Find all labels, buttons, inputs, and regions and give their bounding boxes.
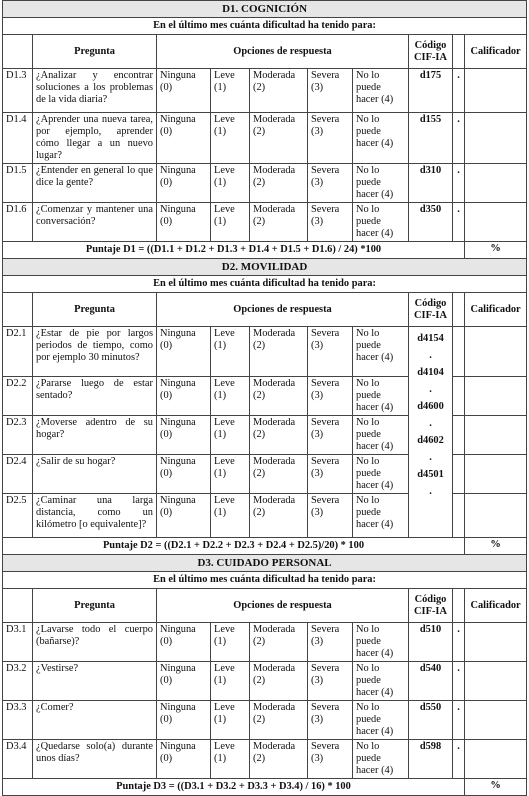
header-blank [453, 293, 465, 327]
qualifier-cell[interactable] [465, 455, 527, 494]
answer-option[interactable]: Severa (3) [308, 377, 353, 416]
header-opciones: Opciones de respuesta [157, 589, 409, 623]
question-text: ¿Comer? [33, 701, 157, 740]
answer-option[interactable]: Leve (1) [211, 494, 250, 538]
cif-code: . [429, 452, 432, 463]
qualifier-cell[interactable] [465, 662, 527, 701]
answer-option[interactable]: Moderada (2) [250, 455, 308, 494]
section-title-row [3, 555, 527, 572]
question-text: ¿Aprender una nueva tarea, por ejemplo, aprender cómo llegar a un nuevo lugar? [33, 113, 157, 164]
question-text: ¿Quedarse solo(a) durante unos días? [33, 740, 157, 779]
answer-option[interactable]: Ninguna (0) [157, 662, 211, 701]
qualifier-cell[interactable] [465, 164, 527, 203]
answer-option[interactable]: Ninguna (0) [157, 494, 211, 538]
question-row [3, 69, 527, 113]
answer-option[interactable]: Moderada (2) [250, 494, 308, 538]
answer-option[interactable]: Ninguna (0) [157, 455, 211, 494]
mark-cell: . [453, 701, 465, 740]
answer-option[interactable]: Ninguna (0) [157, 623, 211, 662]
section-subtitle: En el último mes cuánta dificultad ha tenido para: [3, 276, 527, 293]
question-row [3, 203, 527, 242]
section-subtitle-row [3, 276, 527, 293]
question-row [3, 164, 527, 203]
header-pregunta: Pregunta [33, 589, 157, 623]
question-id: D3.4 [3, 740, 33, 779]
cif-code: d598 [409, 740, 453, 779]
answer-option[interactable]: Leve (1) [211, 69, 250, 113]
header-id-blank [3, 293, 33, 327]
answer-option[interactable]: Leve (1) [211, 327, 250, 377]
answer-option[interactable]: Leve (1) [211, 377, 250, 416]
score-formula: Puntaje D2 = ((D2.1 + D2.2 + D2.3 + D2.4 + D2.5)/20) * 100 [3, 538, 465, 555]
cif-code: . [429, 486, 432, 497]
answer-option[interactable]: Moderada (2) [250, 164, 308, 203]
answer-option[interactable]: Leve (1) [211, 623, 250, 662]
question-row [3, 623, 527, 662]
question-id: D3.1 [3, 623, 33, 662]
column-header-row [3, 293, 527, 327]
cif-code: d4154 [417, 333, 444, 344]
qualifier-cell[interactable] [465, 623, 527, 662]
header-codigo: Código CIF-IA [409, 35, 453, 69]
cif-code: d4501 [417, 469, 444, 480]
header-calificador: Calificador [465, 589, 527, 623]
cif-code: d540 [409, 662, 453, 701]
qualifier-cell[interactable] [465, 701, 527, 740]
header-id-blank [3, 589, 33, 623]
cif-code: d310 [409, 164, 453, 203]
answer-option[interactable]: Severa (3) [308, 203, 353, 242]
answer-option[interactable]: Severa (3) [308, 662, 353, 701]
question-row [3, 113, 527, 164]
qualifier-cell[interactable] [465, 416, 527, 455]
qualifier-cell[interactable] [465, 740, 527, 779]
header-opciones: Opciones de respuesta [157, 35, 409, 69]
question-text: ¿Entender en general lo que dice la gente? [33, 164, 157, 203]
score-row [3, 538, 527, 555]
section-title-row [3, 1, 527, 18]
answer-option[interactable]: No lo puede hacer (4) [353, 455, 409, 494]
answer-option[interactable]: No lo puede hacer (4) [353, 623, 409, 662]
section-title: D1. COGNICIÓN [3, 1, 527, 18]
answer-option[interactable]: Moderada (2) [250, 203, 308, 242]
answer-option[interactable]: Leve (1) [211, 203, 250, 242]
answer-option[interactable]: Severa (3) [308, 69, 353, 113]
answer-option[interactable]: No lo puede hacer (4) [353, 416, 409, 455]
mark-cell [453, 327, 465, 377]
question-text: ¿Pararse luego de estar sentado? [33, 377, 157, 416]
mark-cell: . [453, 164, 465, 203]
cif-code: d350 [409, 203, 453, 242]
answer-option[interactable]: No lo puede hacer (4) [353, 701, 409, 740]
mark-cell [453, 416, 465, 455]
section-title: D3. CUIDADO PERSONAL [3, 555, 527, 572]
question-row [3, 662, 527, 701]
answer-option[interactable]: Leve (1) [211, 701, 250, 740]
header-pregunta: Pregunta [33, 293, 157, 327]
header-opciones: Opciones de respuesta [157, 293, 409, 327]
section-subtitle-row [3, 572, 527, 589]
question-id: D1.6 [3, 203, 33, 242]
answer-option[interactable]: Leve (1) [211, 113, 250, 164]
header-id-blank [3, 35, 33, 69]
answer-option[interactable]: No lo puede hacer (4) [353, 740, 409, 779]
section-title-row [3, 259, 527, 276]
answer-option[interactable]: Ninguna (0) [157, 164, 211, 203]
answer-option[interactable]: No lo puede hacer (4) [353, 494, 409, 538]
mark-cell: . [453, 69, 465, 113]
mark-cell [453, 377, 465, 416]
answer-option[interactable]: No lo puede hacer (4) [353, 69, 409, 113]
question-id: D3.2 [3, 662, 33, 701]
qualifier-cell[interactable] [465, 203, 527, 242]
answer-option[interactable]: Moderada (2) [250, 416, 308, 455]
answer-option[interactable]: No lo puede hacer (4) [353, 327, 409, 377]
score-row [3, 242, 527, 259]
answer-option[interactable]: No lo puede hacer (4) [353, 377, 409, 416]
qualifier-cell[interactable] [465, 494, 527, 538]
header-blank [453, 589, 465, 623]
answer-option[interactable]: Severa (3) [308, 701, 353, 740]
answer-option[interactable]: Ninguna (0) [157, 327, 211, 377]
question-text: ¿Salir de su hogar? [33, 455, 157, 494]
answer-option[interactable]: Moderada (2) [250, 377, 308, 416]
mark-cell: . [453, 662, 465, 701]
cif-code: d510 [409, 623, 453, 662]
qualifier-cell[interactable] [465, 69, 527, 113]
section-title: D2. MOVILIDAD [3, 259, 527, 276]
answer-option[interactable]: Moderada (2) [250, 327, 308, 377]
question-id: D2.2 [3, 377, 33, 416]
question-row [3, 740, 527, 779]
question-id: D1.5 [3, 164, 33, 203]
header-codigo: Código CIF-IA [409, 293, 453, 327]
question-text: ¿Vestirse? [33, 662, 157, 701]
qualifier-cell[interactable] [465, 113, 527, 164]
question-text: ¿Comenzar y mantener una conversación? [33, 203, 157, 242]
cif-code: d175 [409, 69, 453, 113]
mark-cell: . [453, 203, 465, 242]
section-subtitle-row [3, 18, 527, 35]
answer-option[interactable]: Ninguna (0) [157, 203, 211, 242]
answer-option[interactable]: Moderada (2) [250, 69, 308, 113]
cif-code: . [429, 350, 432, 361]
answer-option[interactable]: Severa (3) [308, 623, 353, 662]
section-subtitle: En el último mes cuánta dificultad ha tenido para: [3, 18, 527, 35]
qualifier-cell[interactable] [465, 327, 527, 377]
answer-option[interactable]: Leve (1) [211, 164, 250, 203]
answer-option[interactable]: Severa (3) [308, 416, 353, 455]
question-row [3, 701, 527, 740]
column-header-row [3, 589, 527, 623]
cif-code: d4602 [417, 435, 444, 446]
answer-option[interactable]: Severa (3) [308, 740, 353, 779]
answer-option[interactable]: Moderada (2) [250, 740, 308, 779]
answer-option[interactable]: Ninguna (0) [157, 69, 211, 113]
answer-option[interactable]: Ninguna (0) [157, 701, 211, 740]
answer-option[interactable]: No lo puede hacer (4) [353, 203, 409, 242]
cif-code: d550 [409, 701, 453, 740]
answer-option[interactable]: Severa (3) [308, 494, 353, 538]
header-codigo: Código CIF-IA [409, 589, 453, 623]
column-header-row [3, 35, 527, 69]
question-text: ¿Moverse adentro de su hogar? [33, 416, 157, 455]
answer-option[interactable]: Ninguna (0) [157, 377, 211, 416]
cif-code: d155 [409, 113, 453, 164]
cif-codes [409, 327, 453, 538]
answer-option[interactable]: Severa (3) [308, 327, 353, 377]
score-formula: Puntaje D1 = ((D1.1 + D1.2 + D1.3 + D1.4 + D1.5 + D1.6) / 24) *100 [3, 242, 465, 259]
answer-option[interactable]: Moderada (2) [250, 113, 308, 164]
mark-cell: . [453, 740, 465, 779]
header-blank [453, 35, 465, 69]
answer-option[interactable]: Moderada (2) [250, 701, 308, 740]
question-row [3, 327, 527, 377]
answer-option[interactable]: Ninguna (0) [157, 416, 211, 455]
answer-option[interactable]: Leve (1) [211, 455, 250, 494]
answer-option[interactable]: No lo puede hacer (4) [353, 662, 409, 701]
question-id: D1.4 [3, 113, 33, 164]
answer-option[interactable]: Ninguna (0) [157, 740, 211, 779]
header-pregunta: Pregunta [33, 35, 157, 69]
mark-cell [453, 455, 465, 494]
cif-code: d4104 [417, 367, 444, 378]
question-text: ¿Caminar una larga distancia, como un kilómetro [o equivalente]? [33, 494, 157, 538]
question-id: D2.1 [3, 327, 33, 377]
whodas-form-table [2, 0, 527, 796]
answer-option[interactable]: Moderada (2) [250, 662, 308, 701]
score-percent: % [465, 242, 527, 259]
question-text: ¿Estar de pie por largos periodos de tiempo, como por ejemplo 30 minutos? [33, 327, 157, 377]
question-text: ¿Lavarse todo el cuerpo (bañarse)? [33, 623, 157, 662]
question-id: D2.3 [3, 416, 33, 455]
question-id: D2.4 [3, 455, 33, 494]
answer-option[interactable]: Leve (1) [211, 662, 250, 701]
section-subtitle: En el último mes cuánta dificultad ha tenido para: [3, 572, 527, 589]
answer-option[interactable]: Leve (1) [211, 740, 250, 779]
answer-option[interactable]: Severa (3) [308, 455, 353, 494]
answer-option[interactable]: Leve (1) [211, 416, 250, 455]
header-calificador: Calificador [465, 35, 527, 69]
qualifier-cell[interactable] [465, 377, 527, 416]
question-id: D3.3 [3, 701, 33, 740]
cif-code: d4600 [417, 401, 444, 412]
mark-cell: . [453, 623, 465, 662]
cif-code: . [429, 418, 432, 429]
cif-code: . [429, 384, 432, 395]
question-text: ¿Analizar y encontrar soluciones a los problemas de la vida diaria? [33, 69, 157, 113]
answer-option[interactable]: Moderada (2) [250, 623, 308, 662]
score-percent: % [465, 538, 527, 555]
score-percent: % [465, 779, 527, 796]
header-calificador: Calificador [465, 293, 527, 327]
score-row [3, 779, 527, 796]
answer-option[interactable]: Ninguna (0) [157, 113, 211, 164]
question-id: D2.5 [3, 494, 33, 538]
answer-option[interactable]: No lo puede hacer (4) [353, 164, 409, 203]
answer-option[interactable]: Severa (3) [308, 113, 353, 164]
answer-option[interactable]: No lo puede hacer (4) [353, 113, 409, 164]
answer-option[interactable]: Severa (3) [308, 164, 353, 203]
score-formula: Puntaje D3 = ((D3.1 + D3.2 + D3.3 + D3.4) / 16) * 100 [3, 779, 465, 796]
mark-cell: . [453, 113, 465, 164]
question-id: D1.3 [3, 69, 33, 113]
mark-cell [453, 494, 465, 538]
